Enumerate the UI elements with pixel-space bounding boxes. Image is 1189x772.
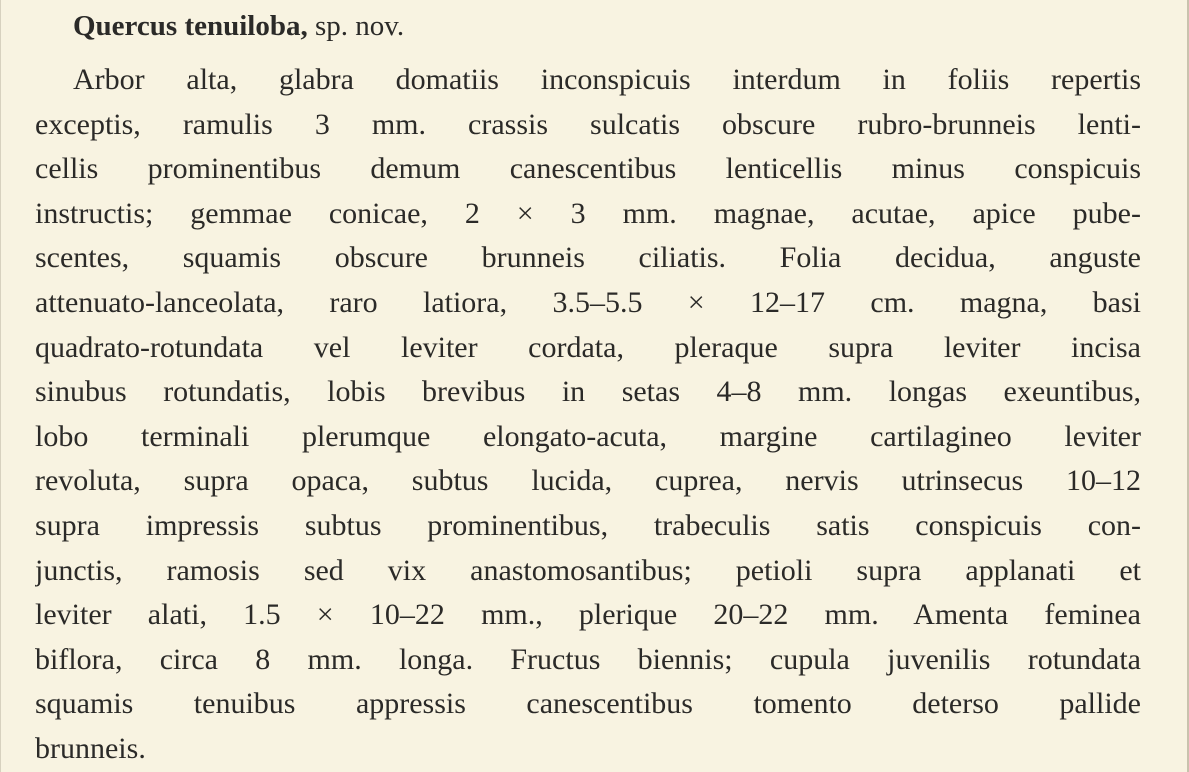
- description-line: quadrato-rotundata vel leviter cordata, pleraque supra leviter incisa: [35, 330, 1141, 364]
- species-heading: [73, 6, 404, 46]
- description-line: instructis; gemmae conicae, 2 × 3 mm. magnae, acutae, apice pube-: [35, 196, 1141, 230]
- description-line: brunneis.: [35, 731, 146, 765]
- description-line: biflora, circa 8 mm. longa. Fructus biennis; cupula juvenilis rotundata: [35, 642, 1141, 676]
- description-line: scentes, squamis obscure brunneis ciliatis. Folia decidua, anguste: [35, 241, 1141, 275]
- description-line: junctis, ramosis sed vix anastomosantibus; petioli supra applanati et: [35, 553, 1141, 587]
- species-description: [35, 58, 1141, 772]
- description-line: leviter alati, 1.5 × 10–22 mm., plerique 20–22 mm. Amenta feminea: [35, 598, 1141, 632]
- description-line: revoluta, supra opaca, subtus lucida, cuprea, nervis utrinsecus 10–12: [35, 464, 1141, 498]
- description-line: sinubus rotundatis, lobis brevibus in setas 4–8 mm. longas exeuntibus,: [35, 375, 1141, 409]
- description-line: Arbor alta, glabra domatiis inconspicuis interdum in foliis repertis: [73, 63, 1141, 96]
- description-line: squamis tenuibus appressis canescentibus tomento deterso pallide: [35, 687, 1141, 721]
- description-line: supra impressis subtus prominentibus, trabeculis satis conspicuis con-: [35, 508, 1141, 542]
- description-line: exceptis, ramulis 3 mm. crassis sulcatis obscure rubro-brunneis lenti-: [35, 107, 1141, 141]
- species-name: Quercus tenuiloba,: [73, 10, 308, 42]
- description-line: cellis prominentibus demum canescentibus lenticellis minus conspicuis: [35, 152, 1141, 186]
- description-line: lobo terminali plerumque elongato-acuta, margine cartilagineo leviter: [35, 419, 1141, 453]
- species-designation: sp. nov.: [314, 10, 405, 42]
- description-line: attenuato-lanceolata, raro latiora, 3.5–5.5 × 12–17 cm. magna, basi: [35, 285, 1141, 319]
